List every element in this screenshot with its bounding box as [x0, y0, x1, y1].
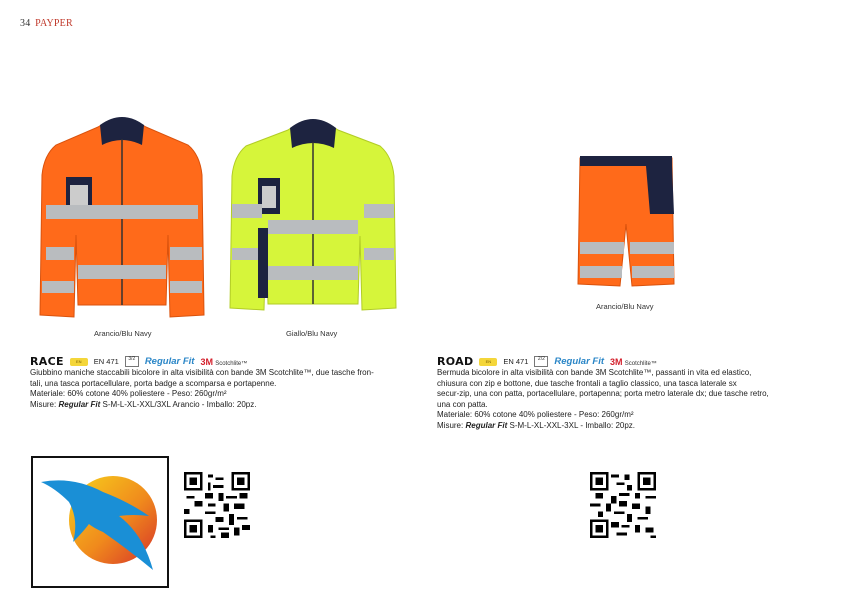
road-desc-line: Materiale: 60% cotone 40% poliestere - Peso: 260gr/m² [437, 410, 634, 419]
road-description [437, 368, 817, 431]
fit-label: Regular Fit [554, 356, 605, 367]
class-icon: 3/2 [125, 356, 139, 367]
qr-code-icon [184, 472, 250, 538]
road-desc-line: secur-zip, una con patta, portacellulare, portapenna; porta metro laterale dx; due tasche retro, [437, 389, 769, 398]
page-number: 34 [20, 18, 31, 29]
race-desc-line: Materiale: 60% cotone 40% poliestere - Peso: 260gr/m² [30, 389, 227, 398]
bird-logo-icon [33, 458, 167, 586]
sizes-label: Misure: [437, 420, 464, 430]
road-desc-line: una con patta. [437, 399, 488, 409]
caption-race-yellow: Giallo/Blu Navy [286, 329, 338, 338]
page-header [20, 18, 73, 29]
race-desc-line: tali, una tasca portacellulare, porta badge a scomparsa e portapenne. [30, 378, 277, 388]
sizes-text: S-M-L-XL-XXL-3XL - Imballo: 20pz. [509, 420, 636, 430]
hi-vis-badge-icon: EN [70, 358, 88, 366]
brand-logo-box [31, 456, 169, 588]
road-sizes-line [437, 421, 817, 432]
yellow-jacket-image [228, 108, 398, 316]
race-description [30, 368, 390, 410]
road-spec-row [437, 355, 657, 368]
brand-name: PAYPER [35, 18, 73, 29]
qr-code-icon [590, 472, 656, 538]
sizes-label: Misure: [30, 399, 57, 409]
standard-label: EN 471 [93, 357, 119, 366]
product-code: ROAD [437, 355, 474, 368]
caption-race-orange: Arancio/Blu Navy [94, 329, 152, 338]
race-sizes-line [30, 400, 390, 411]
race-spec-row [30, 355, 247, 368]
road-desc-line: Bermuda bicolore in alta visibilità con bande 3M Scotchlite™, passanti in vita ed elastico, [437, 368, 752, 377]
sizes-text: S-M-L-XL-XXL/3XL Arancio - Imballo: 20pz. [102, 399, 257, 409]
caption-road-orange: Arancio/Blu Navy [596, 302, 654, 311]
brand-scotchlite: Scotchlite™ [624, 360, 657, 367]
brand-scotchlite: Scotchlite™ [215, 360, 248, 367]
fit-label: Regular Fit [144, 356, 195, 367]
brand-3m-logo: 3M [610, 356, 623, 367]
brand-3m-logo: 3M [200, 356, 213, 367]
sizes-fit: Regular Fit [465, 420, 508, 430]
class-icon: 2/2 [534, 356, 548, 367]
standard-label: EN 471 [503, 357, 529, 366]
race-desc-line: Giubbino maniche staccabili bicolore in alta visibilità con bande 3M Scotchlite™, due tasche fron- [30, 368, 374, 377]
hi-vis-badge-icon: EN [479, 358, 497, 366]
orange-jacket-image [38, 105, 206, 321]
road-desc-line: chiusura con zip e bottone, due tasche frontali a taglio classico, una tasca laterale sx [437, 378, 737, 388]
orange-shorts-image [576, 154, 676, 288]
sizes-fit: Regular Fit [58, 399, 101, 409]
product-code: RACE [30, 355, 64, 368]
